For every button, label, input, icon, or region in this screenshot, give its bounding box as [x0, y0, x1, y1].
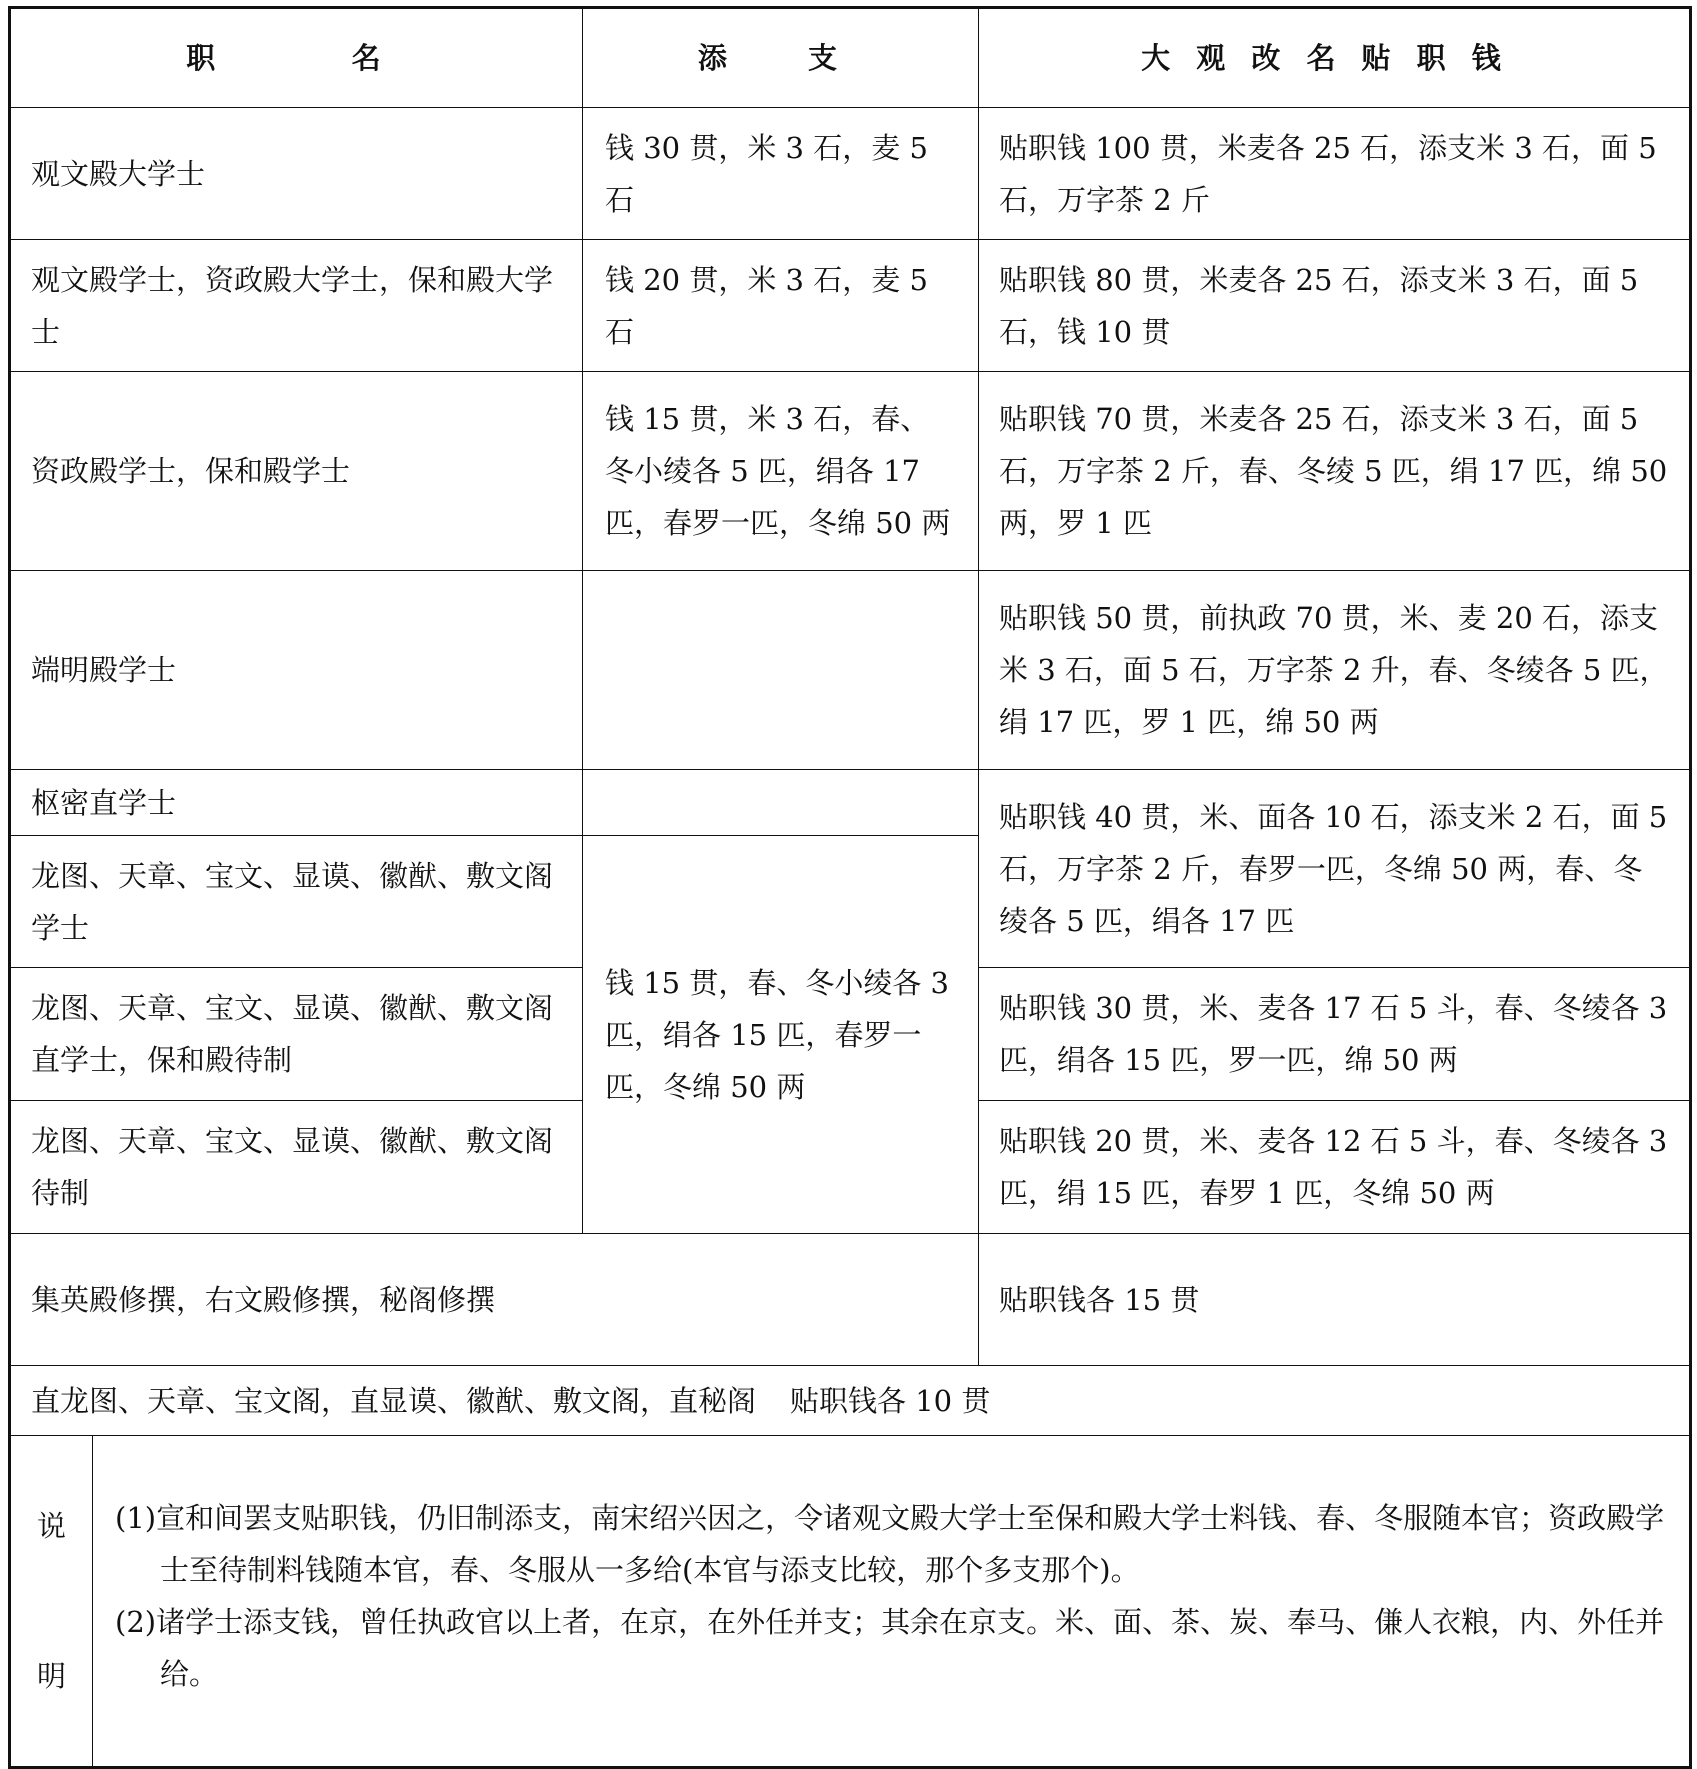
title-cell: 观文殿大学士 — [10, 108, 583, 240]
tianzhi-cell: 钱 30 贯，米 3 石，麦 5 石 — [583, 108, 979, 240]
note-item: (1)宣和间罢支贴职钱，仍旧制添支，南宋绍兴因之，令诸观文殿大学士至保和殿大学士料钱、春、冬服随本官；资政殿学士至待制料钱随本官，春、冬服从一多给(本官与添支比较，那个多支那个)。 — [115, 1501, 1665, 1587]
title-cell: 观文殿学士，资政殿大学士，保和殿大学士 — [10, 240, 583, 372]
title-cell: 龙图、天章、宝文、显谟、徽猷、敷文阁学士 — [10, 836, 583, 968]
tianzhi-cell — [583, 571, 979, 770]
title-cell: 龙图、天章、宝文、显谟、徽猷、敷文阁待制 — [10, 1101, 583, 1234]
stipend-table — [8, 6, 1692, 1769]
title-cell: 集英殿修撰，右文殿修撰，秘阁修撰 — [10, 1234, 979, 1366]
tiezhi-cell: 贴职钱各 15 贯 — [979, 1234, 1691, 1366]
tiezhi-cell: 贴职钱 20 贯，米、麦各 12 石 5 斗，春、冬绫各 3 匹，绢 15 匹，春罗 1 匹，冬绵 50 两 — [979, 1101, 1691, 1234]
tiezhi-cell: 贴职钱 100 贯，米麦各 25 石，添支米 3 石，面 5 石，万字茶 2 斤 — [979, 108, 1691, 240]
table-row — [10, 1234, 1691, 1366]
tianzhi-cell: 钱 15 贯，春、冬小绫各 3 匹，绢各 15 匹，春罗一匹，冬绵 50 两 — [583, 836, 979, 1234]
notes-body — [93, 1436, 1691, 1768]
last-row-cell — [10, 1366, 1691, 1436]
tiezhi-cell: 贴职钱 30 贯，米、麦各 17 石 5 斗，春、冬绫各 3 匹，绢各 15 匹，罗一匹，绵 50 两 — [979, 968, 1691, 1101]
tiezhi-cell: 贴职钱 80 贯，米麦各 25 石，添支米 3 石，面 5 石，钱 10 贯 — [979, 240, 1691, 372]
table-row — [10, 108, 1691, 240]
notes-label-2: 明 — [36, 1659, 66, 1693]
title-cell: 端明殿学士 — [10, 571, 583, 770]
table-row — [10, 372, 1691, 571]
table-row — [10, 571, 1691, 770]
header-tianzhi: 添 支 — [583, 8, 979, 108]
tiezhi-cell: 贴职钱 50 贯，前执政 70 贯，米、麦 20 石，添支米 3 石，面 5 石，万字茶 2 升，春、冬绫各 5 匹，绢 17 匹，罗 1 匹，绵 50 两 — [979, 571, 1691, 770]
last-row-title: 直龙图、天章、宝文阁，直显谟、徽猷、敷文阁，直秘阁 — [31, 1383, 757, 1418]
last-row-tiezhi: 贴职钱各 10 贯 — [790, 1383, 991, 1418]
notes-row — [10, 1436, 1691, 1768]
header-title: 职 名 — [10, 8, 583, 108]
title-cell: 资政殿学士，保和殿学士 — [10, 372, 583, 571]
tiezhi-cell: 贴职钱 40 贯，米、面各 10 石，添支米 2 石，面 5 石，万字茶 2 斤，春罗一匹，冬绵 50 两，春、冬绫各 5 匹，绢各 17 匹 — [979, 770, 1691, 968]
tianzhi-cell: 钱 20 贯，米 3 石，麦 5 石 — [583, 240, 979, 372]
table-header — [10, 8, 1691, 108]
tianzhi-cell: 钱 15 贯，米 3 石，春、冬小绫各 5 匹，绢各 17 匹，春罗一匹，冬绵 50 两 — [583, 372, 979, 571]
table-row — [10, 770, 1691, 836]
notes-label — [10, 1436, 93, 1768]
tiezhi-cell: 贴职钱 70 贯，米麦各 25 石，添支米 3 石，面 5 石，万字茶 2 斤，春、冬绫 5 匹，绢 17 匹，绵 50 两，罗 1 匹 — [979, 372, 1691, 571]
note-item: (2)诸学士添支钱，曾任执政官以上者，在京，在外任并支；其余在京支。米、面、茶、炭、奉马、傔人衣粮，内、外任并给。 — [115, 1605, 1665, 1691]
table-row — [10, 240, 1691, 372]
title-cell: 枢密直学士 — [10, 770, 583, 836]
title-cell: 龙图、天章、宝文、显谟、徽猷、敷文阁直学士，保和殿待制 — [10, 968, 583, 1101]
header-tiezhi: 大观改名贴职钱 — [979, 8, 1691, 108]
table-row — [10, 1366, 1691, 1436]
tianzhi-cell — [583, 770, 979, 836]
notes-label-1: 说 — [36, 1509, 66, 1543]
